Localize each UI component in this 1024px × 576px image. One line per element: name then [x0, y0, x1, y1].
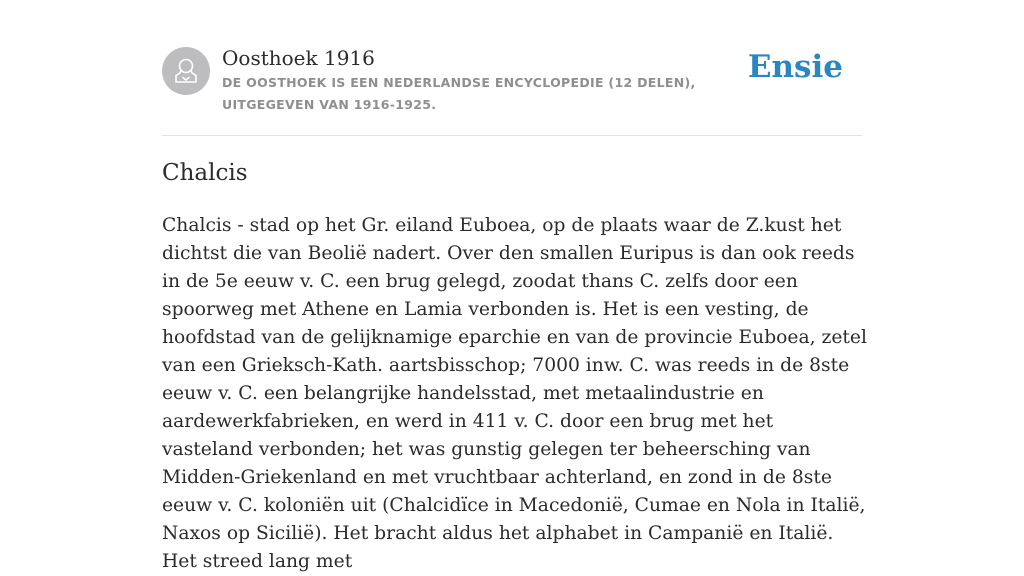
source-description: DE OOSTHOEK IS EEN NEDERLANDSE ENCYCLOPEDIE (12 DELEN), UITGEGEVEN VAN 1916-1925.	[222, 75, 696, 112]
avatar[interactable]	[162, 47, 210, 95]
user-icon	[162, 47, 210, 95]
article-title: Chalcis	[162, 160, 248, 186]
article-body: Chalcis - stad op het Gr. eiland Euboea, op de plaats waar de Z.kust het dichtst die van Beolië nadert. Over den smallen Euripus is dan ook reeds in de 5e eeuw v. C. een brug gelegd, zoodat thans C. zelfs door een spoorweg met Athene en Lamia verbonden is. Het is een vesting, de hoofdstad van de gelijknamige eparchie en van de provincie Euboea, zetel van een Grieksch-Kath. aartsbisschop; 7000 inw. C. was reeds in de 8ste eeuw v. C. een belangrijke handelsstad, met metaalindustrie en aardewerkfabrieken, en werd in 411 v. C. door een brug met het vasteland verbonden; het was gunstig gelegen ter beheersching van Midden-Griekenland en met vruchtbaar achterland, en zond in de 8ste eeuw v. C. koloniën uit (Chalcidïce in Macedonië, Cumae en Nola in Italië, Naxos op Sicilië). Het bracht aldus het alphabet in Campanië en Italië. Het streed lang met	[162, 215, 867, 572]
source-title[interactable]: Oosthoek 1916	[222, 46, 375, 70]
source-header	[162, 44, 862, 136]
ensie-logo[interactable]: Ensie	[747, 49, 843, 85]
